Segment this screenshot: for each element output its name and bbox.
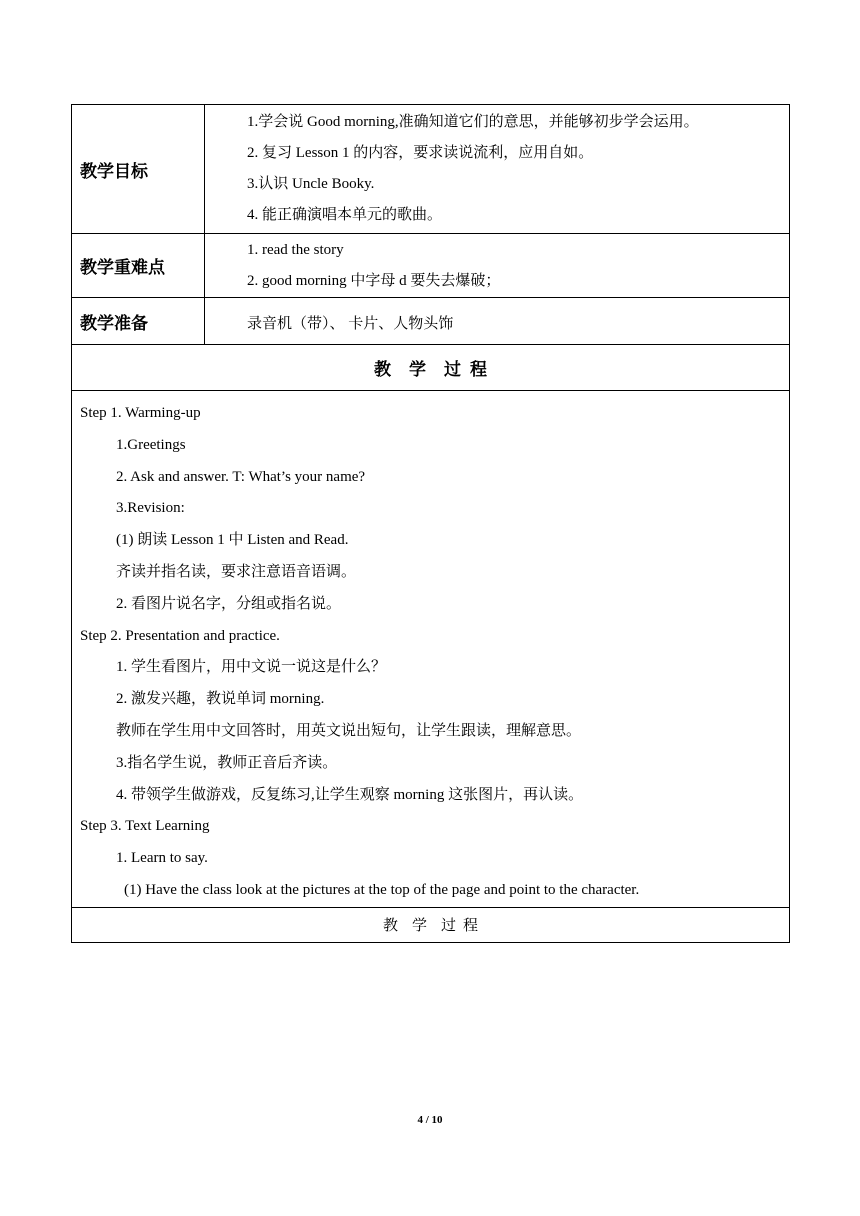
step-line: 4. 带领学生做游戏，反复练习,让学生观察 morning 这张图片，再认读。 <box>116 786 584 803</box>
step-line: 教师在学生用中文回答时，用英文说出短句，让学生跟读，理解意思。 <box>116 722 582 739</box>
key-points-row <box>72 234 790 298</box>
step-line: 1. Learn to say. <box>116 850 208 867</box>
step-line: 3.Revision: <box>116 500 185 517</box>
step-heading: Step 1. Warming-up <box>80 405 201 421</box>
step-line: 1. 学生看图片，用中文说一说这是什么？ <box>116 659 387 676</box>
header-char: 过 <box>444 360 461 380</box>
row-label: 教学目标 <box>72 105 205 234</box>
step-line: 3.指名学生说，教师正音后齐读。 <box>116 754 338 771</box>
step-line: 2. 激发兴趣，教说单词 morning. <box>116 691 325 708</box>
content-line: 3.认识 Uncle Booky. <box>247 176 375 192</box>
process-body <box>72 391 790 908</box>
step-line: (1) Have the class look at the pictures at the top of the page and point to the character. <box>124 881 640 898</box>
process-header-row <box>72 345 790 391</box>
objectives-content <box>205 105 790 234</box>
row-label: 教学重难点 <box>72 234 205 298</box>
preparation-content <box>205 298 790 345</box>
process-footer-row <box>72 907 790 942</box>
content-line: 1. read the story <box>247 241 344 258</box>
header-char: 过 <box>441 916 457 935</box>
content-line: 录音机（带）、 卡片、人物头饰 <box>247 315 454 332</box>
lesson-plan-table <box>71 104 790 943</box>
header-char: 程 <box>470 360 487 380</box>
content-line: 2. 复习 Lesson 1 的内容，要求读说流利，应用自如。 <box>247 145 594 161</box>
content-line: 4. 能正确演唱本单元的歌曲。 <box>247 207 443 223</box>
preparation-row <box>72 298 790 345</box>
step-heading: Step 3. Text Learning <box>80 818 210 835</box>
key-points-content <box>205 234 790 298</box>
header-char: 程 <box>463 916 479 935</box>
step-heading: Step 2. Presentation and practice. <box>80 627 280 644</box>
process-footer-header <box>72 907 790 942</box>
process-header <box>72 345 790 391</box>
row-label: 教学准备 <box>72 298 205 345</box>
content-line: 2. good morning 中字母 d 要失去爆破； <box>247 272 501 289</box>
objectives-row <box>72 105 790 234</box>
header-char: 教 <box>382 916 398 935</box>
header-char: 教 <box>374 360 391 380</box>
content-line: 1.学会说 Good morning,准确知道它们的意思，并能够初步学会运用。 <box>247 114 699 130</box>
step-line: 1.Greetings <box>116 436 186 453</box>
step-line: 齐读并指名读，要求注意语音语调。 <box>116 563 357 580</box>
page-number: 4 / 10 <box>417 1114 443 1126</box>
header-char: 学 <box>409 360 426 380</box>
header-char: 学 <box>411 916 427 935</box>
step-line: (1) 朗读 Lesson 1 中 Listen and Read. <box>116 532 349 549</box>
step-line: 2. Ask and answer. T: What’s your name? <box>116 468 366 485</box>
process-body-row <box>72 391 790 908</box>
step-line: 2. 看图片说名字，分组或指名说。 <box>116 595 342 612</box>
